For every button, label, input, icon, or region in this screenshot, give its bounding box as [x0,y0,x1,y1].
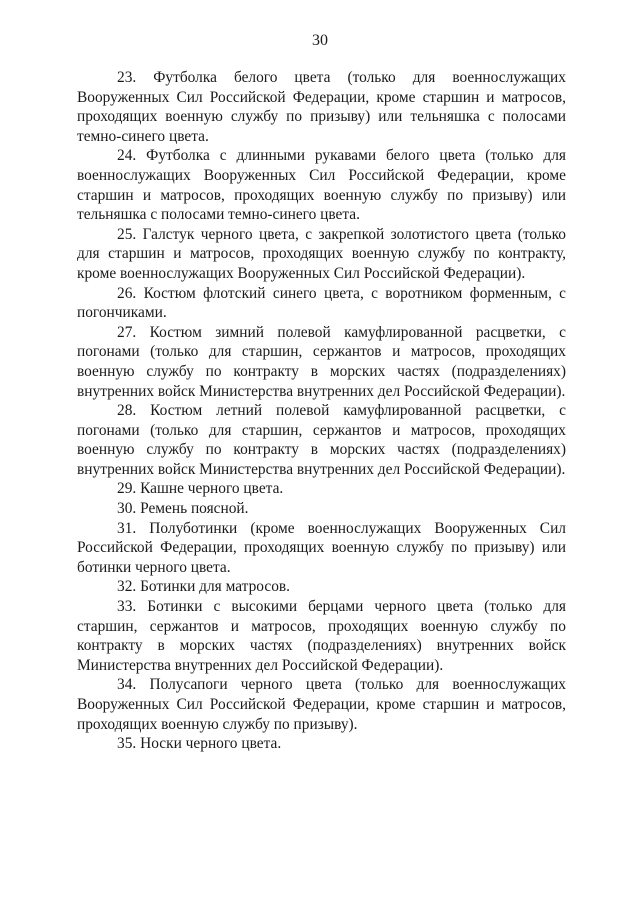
list-item: 24. Футболка с длинными рукавами белого цвета (только для военнослужащих Вооруженных Сил Российской Федерации, кроме старшин и матросов, проходящих военную службу по призыву) или тельняшка с полосами темно-синего цвета. [77,147,566,224]
list-item: 35. Носки черного цвета. [117,735,282,753]
list-item: 31. Полуботинки (кроме военнослужащих Вооруженных Сил Российской Федерации, проходящих военную службу по призыву) или ботинки черного цвета. [77,519,566,576]
list-item: 34. Полусапоги черного цвета (только для военнослужащих Вооруженных Сил Российской Федерации, кроме старшин и матросов, проходящих военную службу по призыву). [77,676,566,733]
list-item: 26. Костюм флотский синего цвета, с воротником форменным, с погончиками. [77,284,566,322]
list-item: 27. Костюм зимний полевой камуфлированной расцветки, с погонами (только для старшин, сержантов и матросов, проходящих военную службу по контракту в морских частях (подразделениях) внутренних войск Министерства внутренних дел Российской Федерации). [77,323,566,400]
page-number: 30 [312,32,328,49]
list-item: 33. Ботинки с высокими берцами черного цвета (только для старшин, сержантов и матросов, проходящих военную службу по контракту в морских частях (подразделениях) внутренних войск Министерства внутренних дел Российской Федерации). [77,598,566,674]
list-item: 25. Галстук черного цвета, с закрепкой золотистого цвета (только для старшин и матросов, проходящих военную службу по контракту, кроме военнослужащих Вооруженных Сил Российской Федерации). [77,225,566,282]
list-item: 28. Костюм летний полевой камуфлированной расцветки, с погонами (только для старшин, сержантов и матросов, проходящих военную службу по контракту в морских частях (подразделениях) внутренних войск Министерства внутренних дел Российской Федерации). [77,402,566,478]
list-item: 29. Кашне черного цвета. [117,480,284,498]
list-item: 32. Ботинки для матросов. [117,578,291,596]
list-item: 30. Ремень поясной. [117,500,249,518]
item-list [77,68,566,754]
list-item: 23. Футболка белого цвета (только для военнослужащих Вооруженных Сил Российской Федерации, кроме старшин и матросов, проходящих военную службу по призыву) или тельняшка с полосами темно-синего цвета. [77,69,566,145]
